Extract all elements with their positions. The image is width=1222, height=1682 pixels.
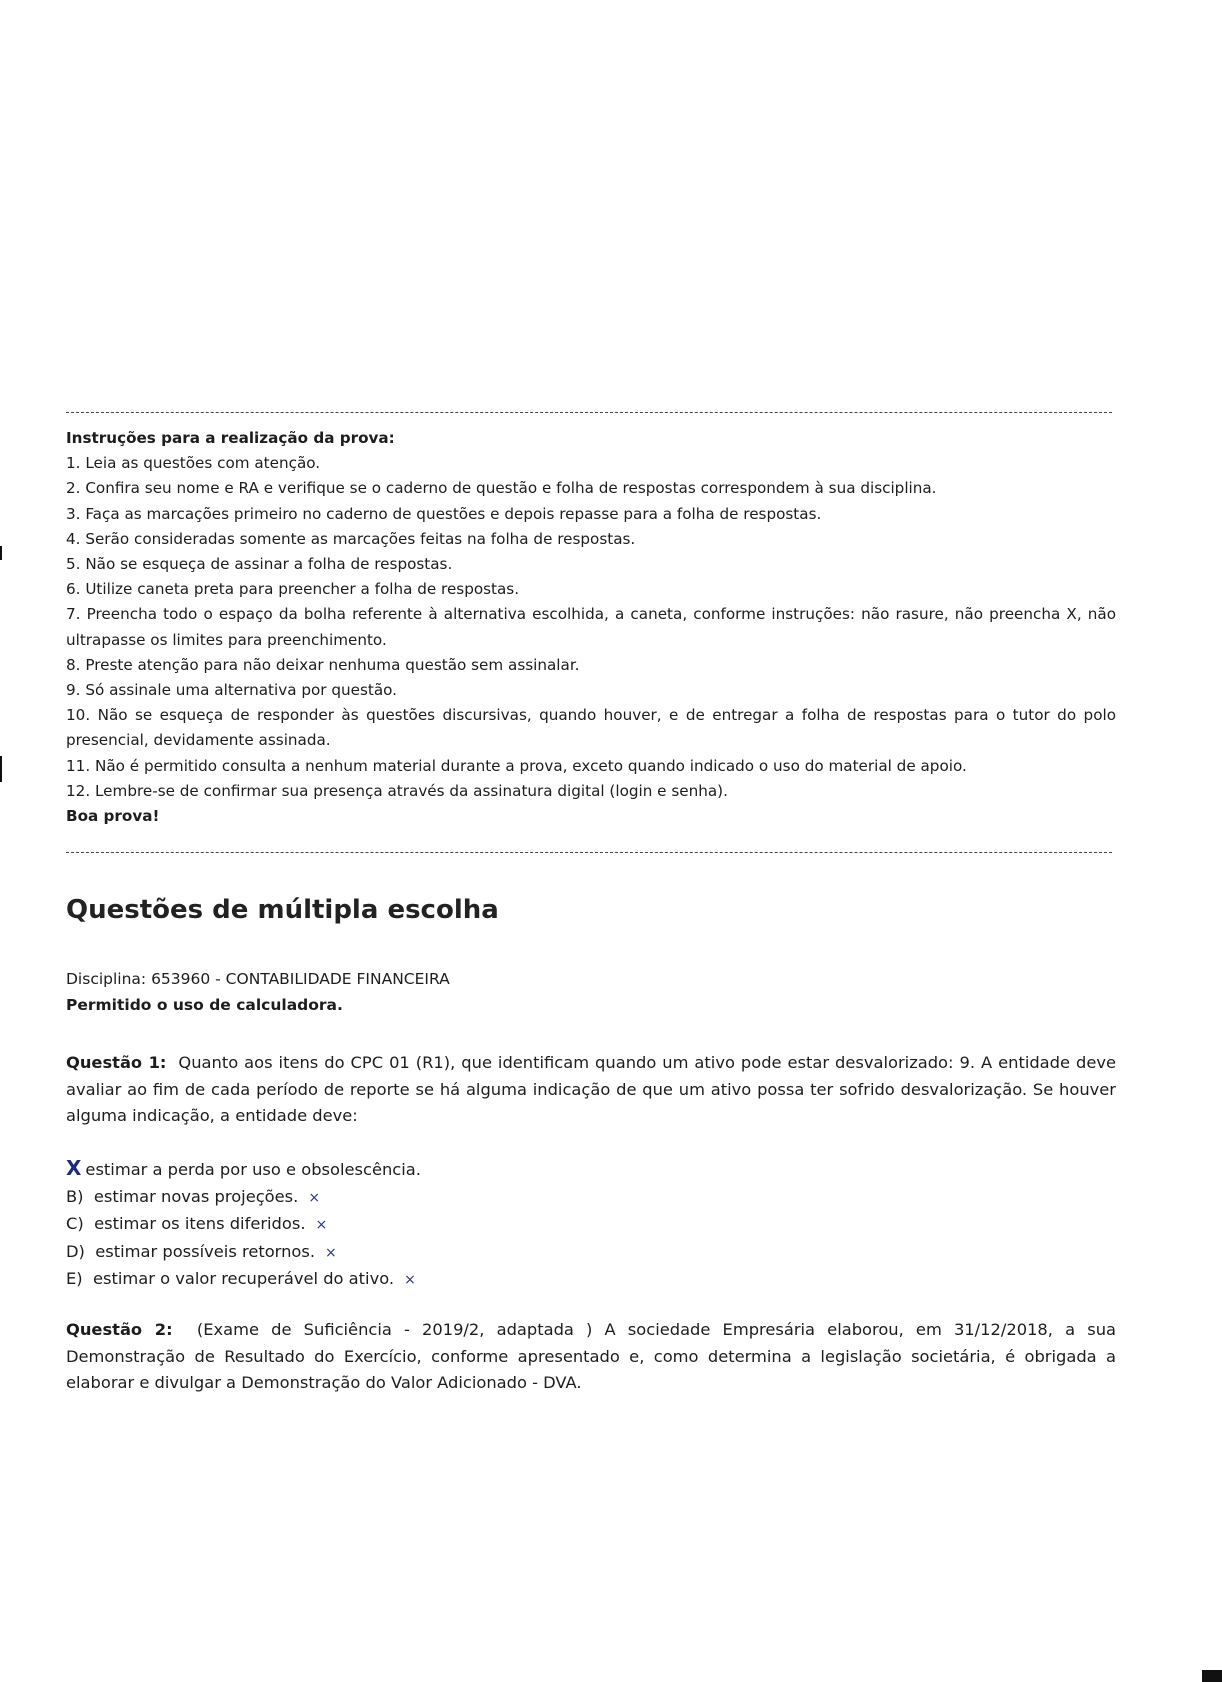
instruction-item: 8. Preste atenção para não deixar nenhuma questão sem assinalar. [66, 655, 580, 674]
option-c[interactable] [66, 1211, 421, 1239]
handwritten-cross-icon: × [325, 1244, 337, 1261]
instruction-item: 6. Utilize caneta preta para preencher a folha de respostas. [66, 580, 520, 599]
question-1-label: Questão 1: [66, 1053, 167, 1072]
option-text: estimar o valor recuperável do ativo. [93, 1269, 395, 1288]
option-d[interactable] [66, 1239, 421, 1267]
handwritten-x-mark-icon: X [66, 1156, 82, 1180]
option-letter: B) [66, 1186, 84, 1206]
section-title: Questões de múltipla escolha [66, 895, 499, 925]
instruction-item: 3. Faça as marcações primeiro no caderno de questões e depois repasse para a folha de respostas. [66, 504, 822, 523]
instruction-item: 11. Não é permitido consulta a nenhum material durante a prova, exceto quando indicado o uso do material de apoio. [66, 756, 967, 775]
scan-artifact [0, 546, 2, 560]
scan-artifact [0, 756, 2, 782]
instruction-item: 12. Lembre-se de confirmar sua presença através da assinatura digital (login e senha). [66, 781, 728, 800]
option-letter: D) [66, 1241, 85, 1261]
option-letter: E) [66, 1269, 83, 1288]
dashed-divider-bottom [66, 852, 1112, 853]
option-a[interactable] [66, 1155, 421, 1184]
option-text: estimar a perda por uso e obsolescência. [85, 1160, 421, 1179]
discipline-label: Disciplina: 653960 - CONTABILIDADE FINANCEIRA [66, 970, 450, 988]
instruction-item: 9. Só assinale uma alternativa por questão. [66, 681, 397, 700]
dashed-divider-top [66, 412, 1112, 413]
question-2-label: Questão 2: [66, 1320, 173, 1339]
question-1-options [66, 1155, 421, 1294]
option-text: estimar possíveis retornos. [95, 1241, 316, 1261]
instruction-item: 1. Leia as questões com atenção. [66, 454, 321, 473]
instructions-block [66, 426, 1116, 829]
instruction-item: 5. Não se esqueça de assinar a folha de respostas. [66, 555, 453, 574]
instruction-item: 7. Preencha todo o espaço da bolha referente à alternativa escolhida, a caneta, conforme instruções: não rasure, não preencha X, não ultrapasse os limites para preenchimento. [66, 605, 1116, 649]
question-2 [66, 1317, 1116, 1397]
instruction-item: 2. Confira seu nome e RA e verifique se o caderno de questão e folha de respostas correspondem à sua disciplina. [66, 479, 937, 498]
question-1 [66, 1050, 1116, 1130]
instruction-item: 10. Não se esqueça de responder às questões discursivas, quando houver, e de entregar a folha de respostas para o tutor do polo presencial, devidamente assinada. [66, 706, 1116, 750]
discipline-block [66, 966, 450, 1018]
scan-artifact [1202, 1670, 1222, 1682]
instruction-item: 4. Serão consideradas somente as marcações feitas na folha de respostas. [66, 529, 636, 548]
option-letter: C) [66, 1214, 84, 1233]
option-text: estimar os itens diferidos. [94, 1214, 306, 1233]
handwritten-cross-icon: × [404, 1272, 416, 1288]
instructions-closing: Boa prova! [66, 807, 160, 826]
option-text: estimar novas projeções. [93, 1186, 299, 1206]
handwritten-cross-icon: × [308, 1189, 321, 1206]
question-1-text: Quanto aos itens do CPC 01 (R1), que identificam quando um ativo pode estar desvalorizado: 9. A entidade deve avaliar ao fim de cada período de reporte se há alguma indicação de que um ativo possa ter sofrido desvalorização. Se houver alguma indicação, a entidade deve: [66, 1053, 1116, 1125]
calculator-note: Permitido o uso de calculadora. [66, 996, 343, 1014]
instructions-title: Instruções para a realização da prova: [66, 429, 395, 447]
option-e[interactable] [66, 1266, 421, 1294]
handwritten-cross-icon: × [315, 1217, 328, 1233]
question-2-text: (Exame de Suficiência - 2019/2, adaptada ) A sociedade Empresária elaborou, em 31/12/2018, a sua Demonstração de Resultado do Exercício, conforme apresentado e, como determina a legislação societária, é obrigada a elaborar e divulgar a Demonstração do Valor Adicionado - DVA. [66, 1320, 1117, 1392]
option-b[interactable] [66, 1184, 421, 1212]
